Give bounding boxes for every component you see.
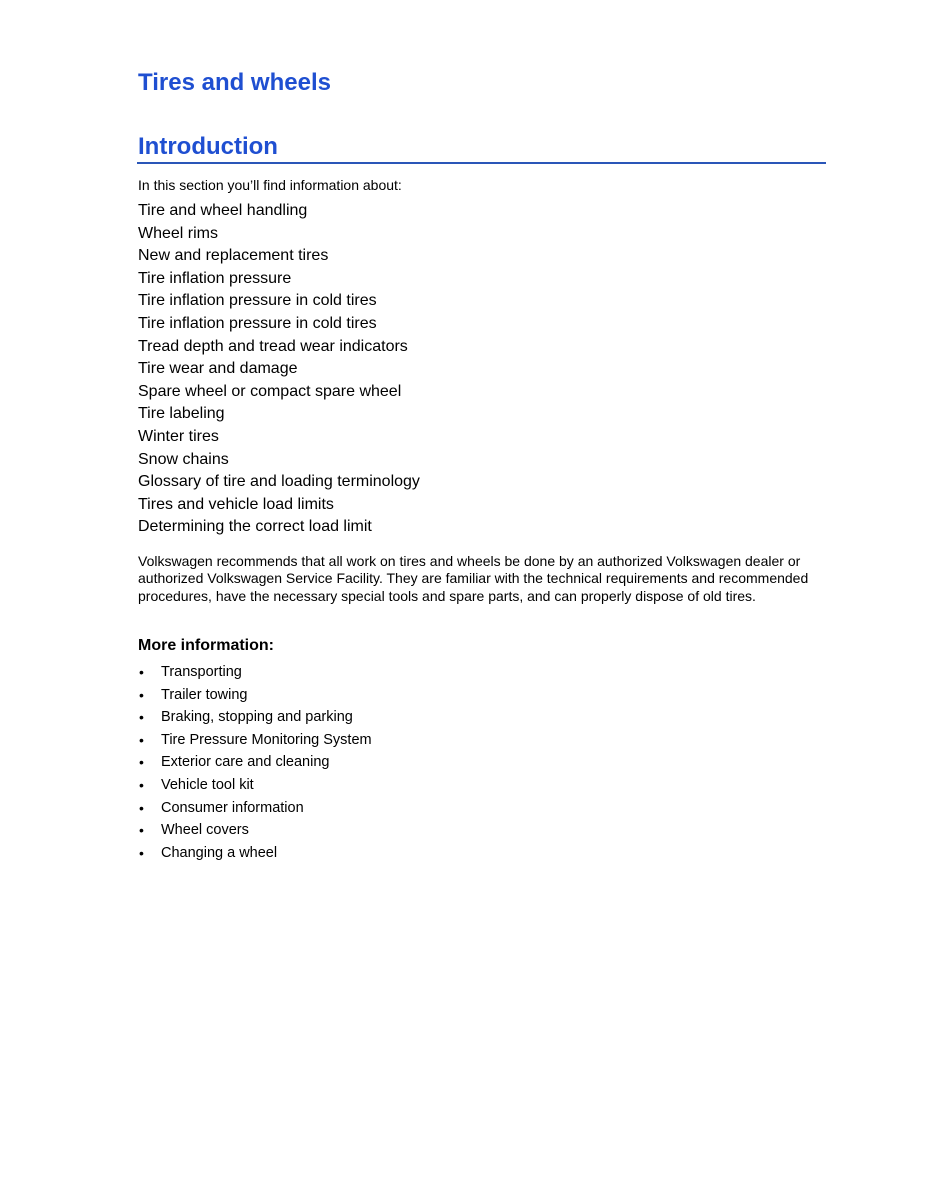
- topic-list: [138, 200, 420, 539]
- more-info-heading: More information:: [138, 637, 274, 654]
- topic-item: Spare wheel or compact spare wheel: [138, 382, 402, 400]
- more-info-item: [138, 661, 372, 684]
- topic-item: Glossary of tire and loading terminology: [138, 473, 420, 491]
- intro-text: In this section you’ll find information about:: [138, 177, 402, 193]
- topic-item: New and replacement tires: [138, 247, 329, 265]
- more-info-label: Consumer information: [161, 799, 304, 816]
- more-info-item: [138, 797, 372, 820]
- topic-item: Tire and wheel handling: [138, 202, 308, 219]
- section-divider: [137, 162, 826, 164]
- more-info-label: Tire Pressure Monitoring System: [161, 731, 372, 748]
- more-info-label: Wheel covers: [161, 822, 249, 839]
- topic-item: Tread depth and tread wear indicators: [138, 337, 408, 355]
- topic-item: Tire inflation pressure in cold tires: [138, 292, 377, 310]
- more-info-item: [138, 729, 372, 752]
- bullet-icon: •: [139, 664, 144, 680]
- recommendation-paragraph: Volkswagen recommends that all work on tires and wheels be done by an authorized Volkswagen dealer or authorized Volkswagen Service Facility. They are familiar with the technical requirements and recommended procedures, have the necessary special tools and spare parts, and can properly dispose of old tires.: [138, 553, 809, 604]
- topic-item: Tires and vehicle load limits: [138, 495, 334, 513]
- more-info-item: [138, 684, 372, 707]
- more-info-label: Exterior care and cleaning: [161, 754, 330, 771]
- bullet-icon: •: [139, 731, 144, 748]
- bullet-icon: •: [139, 709, 144, 726]
- more-info-label: Trailer towing: [161, 686, 248, 703]
- topic-item: Tire inflation pressure: [138, 269, 292, 287]
- bullet-icon: •: [139, 776, 144, 793]
- more-info-label: Braking, stopping and parking: [161, 709, 353, 726]
- bullet-icon: •: [139, 822, 144, 839]
- more-info-item: [138, 706, 372, 729]
- topic-item: Tire labeling: [138, 405, 225, 423]
- topic-item: Determining the correct load limit: [138, 518, 372, 536]
- topic-item: Tire inflation pressure in cold tires: [138, 314, 377, 332]
- bullet-icon: •: [139, 799, 144, 816]
- bullet-icon: •: [139, 844, 144, 861]
- topic-item: Winter tires: [138, 427, 219, 445]
- topic-item: Snow chains: [138, 450, 229, 468]
- topic-item: Wheel rims: [138, 224, 219, 242]
- more-info-item: [138, 751, 372, 774]
- more-info-item: [138, 842, 372, 865]
- bullet-icon: •: [139, 754, 144, 771]
- bullet-icon: •: [139, 686, 144, 703]
- chapter-title: Tires and wheels: [138, 69, 331, 96]
- more-info-label: Changing a wheel: [161, 844, 278, 861]
- more-info-label: Transporting: [161, 664, 242, 680]
- more-info-list: [138, 661, 372, 864]
- topic-item: Tire wear and damage: [138, 360, 298, 378]
- more-info-item: [138, 819, 372, 842]
- section-title: Introduction: [138, 133, 278, 160]
- more-info-label: Vehicle tool kit: [161, 776, 254, 793]
- more-info-item: [138, 774, 372, 797]
